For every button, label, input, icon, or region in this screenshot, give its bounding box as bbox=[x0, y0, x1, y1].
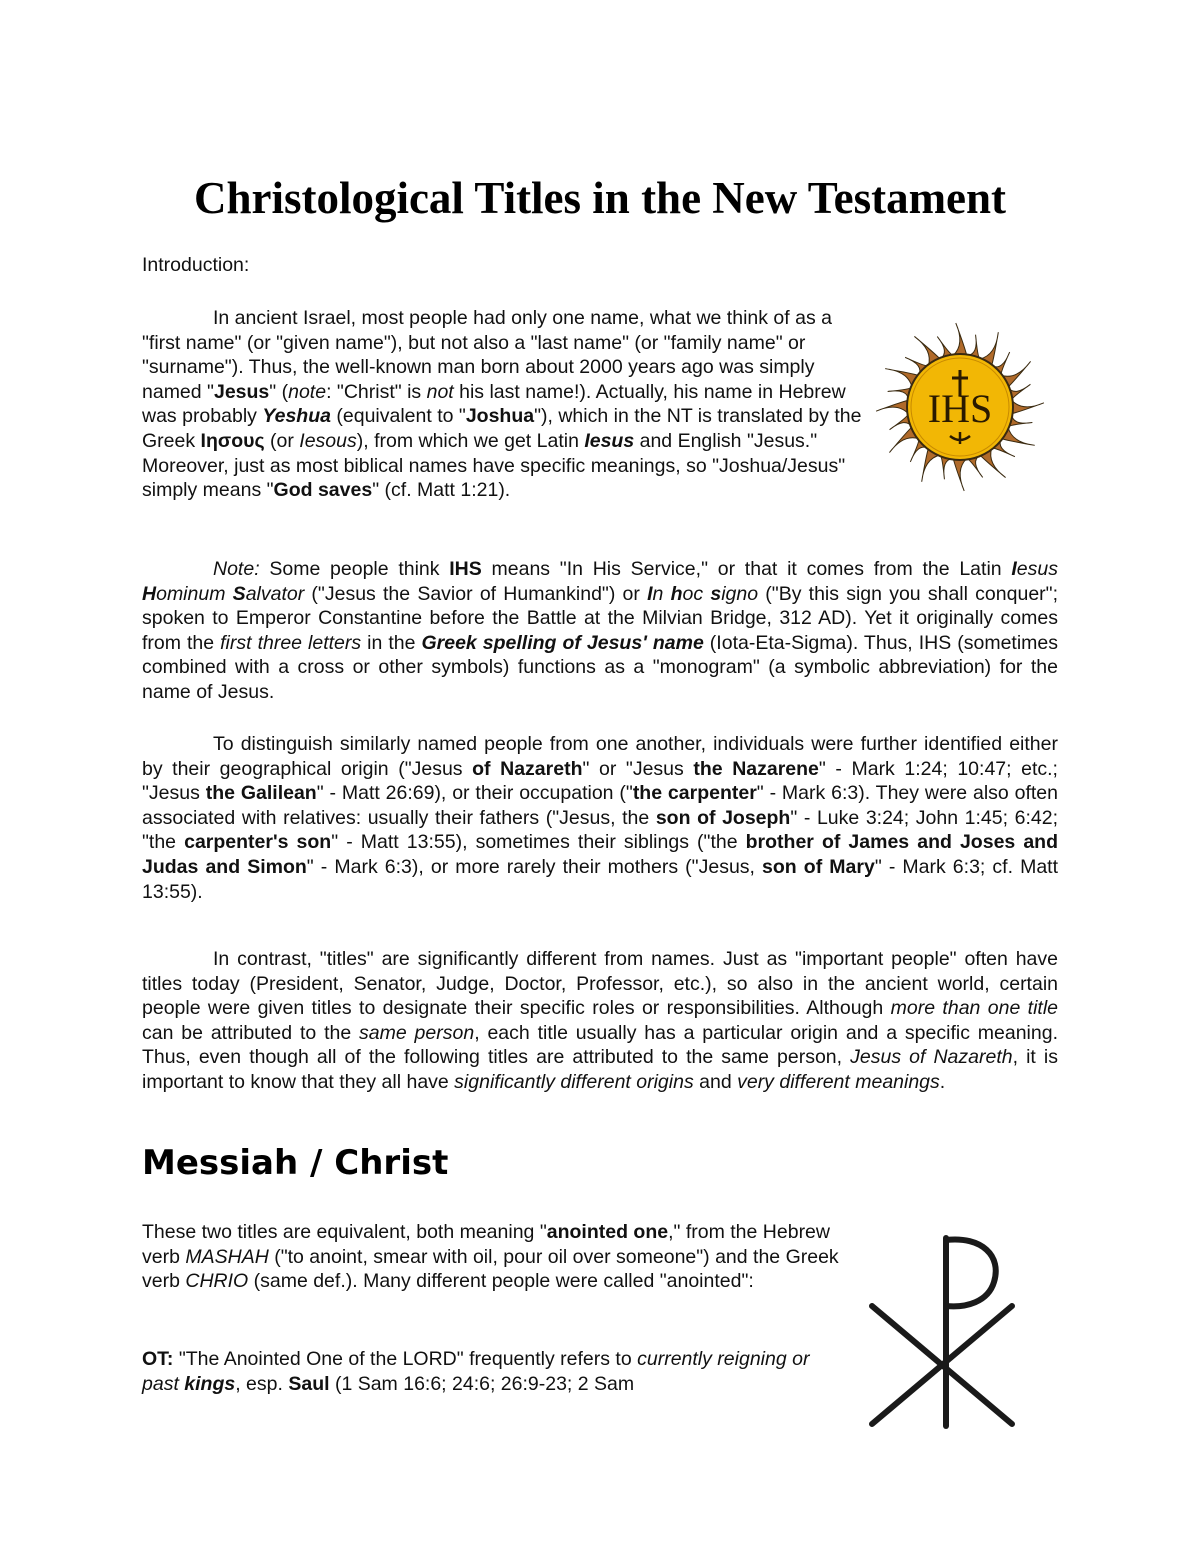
sun-ray bbox=[876, 400, 908, 413]
chi-rho-icon bbox=[862, 1226, 1024, 1433]
paragraph-anointed: These two titles are equivalent, both meaning "anointed one," from the Hebrew verb MASHAH ("to anoint, smear with oil, pour oil over someone") and the Greek verb CHRIO (same def.). Many different people were called "anointed": bbox=[142, 1221, 839, 1293]
paragraph-names: In ancient Israel, most people had only one name, what we think of as a "first name" (or "given name"), but not also a "last name" (or "family name" or "surname"). Thus, the well-known man born about 2000 years ago was simply named "Jesus" (note: "Christ" is not his last name!). Actually, his name in Hebrew was probably Yeshua (equivalent to "Joshua"), which in the NT is translated by the Greek Ιησους (or Iesous), from which we get Latin Iesus and English "Jesus." Moreover, just as most biblical names have specific meanings, so "Joshua/Jesus" simply means "God saves" (cf. Matt 1:21). bbox=[142, 307, 862, 502]
paragraph-identification: To distinguish similarly named people from one another, individuals were further identified either by their geographical origin ("Jesus of Nazareth" or "Jesus the Nazarene" - Mark 1:24; 10:47; etc.; "Jesus the Galilean" - Matt 26:69), or their occupation ("the carpenter" - Mark 6:3). They were also often associated with relatives: usually their fathers ("Jesus, the son of Joseph" - Luke 3:24; John 1:45; 6:42; "the carpenter's son" - Matt 13:55), sometimes their siblings ("the brother of James and Joses and Judas and Simon" - Mark 6:3), or more rarely their mothers ("Jesus, son of Mary" - Mark 6:3; cf. Matt 13:55). bbox=[142, 733, 1059, 903]
paragraph-titles: In contrast, "titles" are significantly different from names. Just as "important people" often have titles today (President, Senator, Judge, Doctor, Professor, etc.), so also in the ancient world, certain people were given titles to designate their specific roles or responsibilities. Although more than one title can be attributed to the same person, each title usually has a particular origin and a specific meaning. Thus, even though all of the following titles are attributed to the same person, Jesus of Nazareth, it is important to know that they all have significantly different origins and very different meanings. bbox=[142, 948, 1059, 1093]
paragraph-ot: OT: "The Anointed One of the LORD" frequently refers to currently reigning or past kings, esp. Saul (1 Sam 16:6; 24:6; 26:9-23; 2 Sam bbox=[142, 1348, 810, 1395]
page-title: Christological Titles in the New Testament bbox=[193, 173, 1007, 223]
ihs-letters: IHS bbox=[927, 386, 993, 431]
sun-ray bbox=[953, 459, 966, 491]
sun-ray bbox=[1012, 400, 1044, 413]
ihs-sun-icon bbox=[874, 312, 1046, 502]
sun-ray bbox=[953, 323, 966, 355]
intro-label: Introduction: bbox=[142, 254, 250, 276]
section-heading-messiah: Messiah / Christ bbox=[142, 1143, 449, 1183]
paragraph-ihs-note: Note: Some people think IHS means "In His Service," or that it comes from the Latin Iesus Hominum Salvator ("Jesus the Savior of Humankind") or In hoc signo ("By this sign you shall conquer"; spoken to Emperor Constantine before the Battle at the Milvian Bridge, 312 AD). Yet it originally comes from the first three letters in the Greek spelling of Jesus' name (Iota-Eta-Sigma). Thus, IHS (sometimes combined with a cross or other symbols) functions as a "monogram" (a symbolic abbreviation) for the name of Jesus. bbox=[142, 558, 1059, 703]
